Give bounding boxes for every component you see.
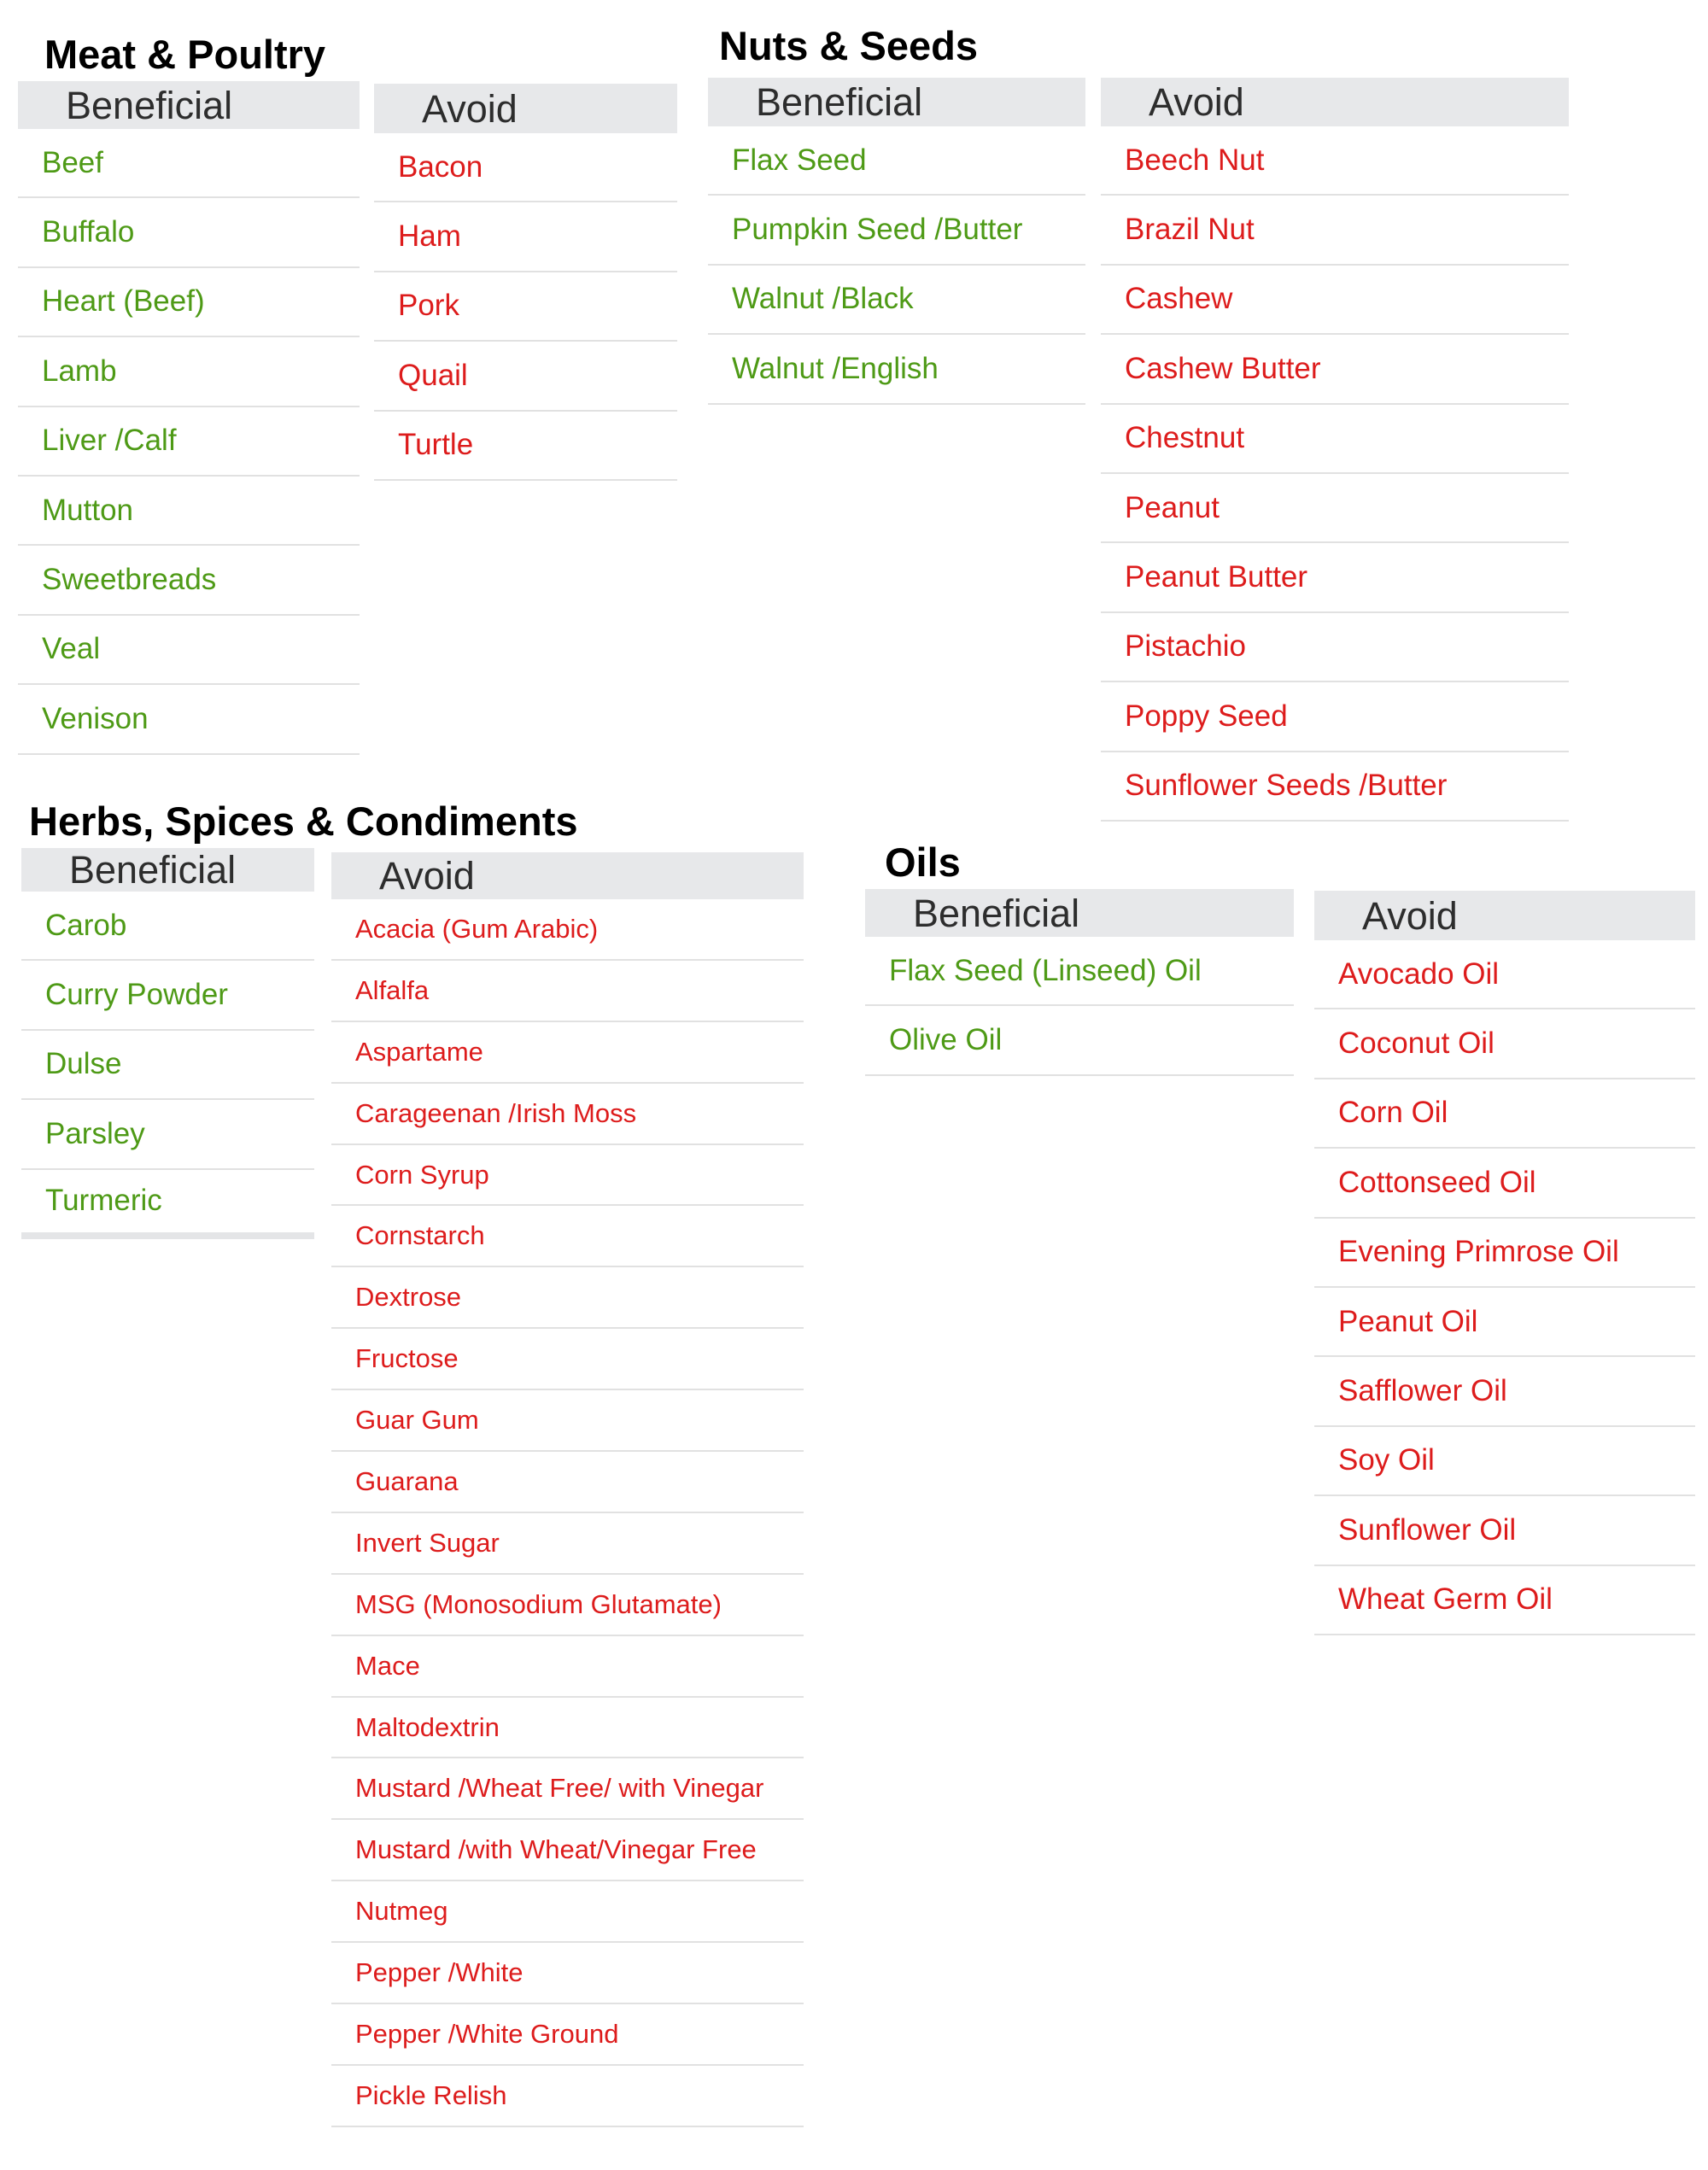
column-header-beneficial: Beneficial	[708, 78, 1085, 126]
list-item: Cottonseed Oil	[1314, 1149, 1695, 1218]
list-item: Cashew Butter	[1101, 335, 1569, 404]
list-item: Pork	[374, 272, 677, 342]
list-item: Mace	[331, 1636, 804, 1698]
list-item: Dextrose	[331, 1267, 804, 1329]
food-list	[865, 937, 1294, 1076]
column-header-beneficial: Beneficial	[865, 889, 1294, 937]
nuts-beneficial-column	[708, 78, 1085, 405]
meat-avoid-column	[374, 84, 677, 481]
food-list	[374, 133, 677, 481]
list-item: Sunflower Seeds /Butter	[1101, 752, 1569, 822]
list-item: Soy Oil	[1314, 1427, 1695, 1496]
list-item: Safflower Oil	[1314, 1357, 1695, 1426]
list-item: Ham	[374, 202, 677, 272]
list-item: Liver /Calf	[18, 407, 360, 477]
list-item: Parsley	[21, 1100, 314, 1169]
list-item: Pumpkin Seed /Butter	[708, 196, 1085, 265]
list-item: Maltodextrin	[331, 1698, 804, 1759]
list-item: Buffalo	[18, 198, 360, 267]
list-item: Coconut Oil	[1314, 1009, 1695, 1079]
section-title-meat-poultry: Meat & Poultry	[44, 32, 326, 77]
list-item: Mustard /Wheat Free/ with Vinegar	[331, 1758, 804, 1820]
food-list	[21, 892, 314, 1239]
list-item: Aspartame	[331, 1022, 804, 1084]
list-item: Lamb	[18, 337, 360, 407]
list-item: Pepper /White Ground	[331, 2004, 804, 2066]
food-list	[1101, 126, 1569, 822]
list-item: Peanut Butter	[1101, 543, 1569, 612]
list-item: Flax Seed (Linseed) Oil	[865, 937, 1294, 1006]
list-item: Chestnut	[1101, 405, 1569, 474]
list-item: Quail	[374, 342, 677, 411]
herbs-beneficial-column	[21, 848, 314, 1239]
list-item: Corn Syrup	[331, 1145, 804, 1207]
list-item: Guarana	[331, 1452, 804, 1513]
list-item: Olive Oil	[865, 1006, 1294, 1075]
column-header-avoid: Avoid	[1314, 891, 1695, 940]
list-item: Mustard /with Wheat/Vinegar Free	[331, 1820, 804, 1881]
list-item: Peanut	[1101, 474, 1569, 543]
list-item: Pickle Relish	[331, 2066, 804, 2127]
column-header-beneficial: Beneficial	[18, 81, 360, 129]
list-item: Poppy Seed	[1101, 682, 1569, 752]
list-item: Cornstarch	[331, 1206, 804, 1267]
list-item: Carageenan /Irish Moss	[331, 1084, 804, 1145]
list-item: Beef	[18, 129, 360, 198]
nuts-avoid-column	[1101, 78, 1569, 822]
list-item: Mutton	[18, 477, 360, 546]
list-item: Acacia (Gum Arabic)	[331, 899, 804, 961]
section-title-herbs-spices-condiments: Herbs, Spices & Condiments	[29, 798, 578, 844]
list-item: Peanut Oil	[1314, 1288, 1695, 1357]
list-item: Evening Primrose Oil	[1314, 1219, 1695, 1288]
list-item: Walnut /Black	[708, 266, 1085, 335]
list-item: Walnut /English	[708, 335, 1085, 404]
list-item: Fructose	[331, 1329, 804, 1390]
herbs-avoid-column	[331, 852, 804, 2127]
column-header-beneficial: Beneficial	[21, 848, 314, 892]
meat-beneficial-column	[18, 81, 360, 755]
list-item: Cashew	[1101, 266, 1569, 335]
list-item: Corn Oil	[1314, 1079, 1695, 1149]
food-list	[708, 126, 1085, 405]
column-header-avoid: Avoid	[1101, 78, 1569, 126]
list-item: Sunflower Oil	[1314, 1496, 1695, 1565]
food-list	[331, 899, 804, 2127]
list-item: Guar Gum	[331, 1390, 804, 1452]
list-item: Pepper /White	[331, 1943, 804, 2004]
list-item: Venison	[18, 685, 360, 754]
oils-avoid-column	[1314, 891, 1695, 1635]
section-title-oils: Oils	[885, 839, 961, 885]
column-header-avoid: Avoid	[374, 84, 677, 133]
list-item: Curry Powder	[21, 961, 314, 1030]
list-item: Alfalfa	[331, 961, 804, 1022]
food-list	[18, 129, 360, 755]
list-item: Pistachio	[1101, 613, 1569, 682]
list-item: Veal	[18, 616, 360, 685]
list-item: Nutmeg	[331, 1881, 804, 1943]
list-item: Carob	[21, 892, 314, 961]
list-item: Bacon	[374, 133, 677, 202]
list-item: Heart (Beef)	[18, 268, 360, 337]
list-item: Turtle	[374, 412, 677, 481]
list-item: Dulse	[21, 1031, 314, 1100]
list-item: Turmeric	[21, 1170, 314, 1239]
section-title-nuts-seeds: Nuts & Seeds	[719, 23, 978, 68]
list-item: MSG (Monosodium Glutamate)	[331, 1575, 804, 1636]
list-item: Beech Nut	[1101, 126, 1569, 196]
column-header-avoid: Avoid	[331, 852, 804, 899]
oils-beneficial-column	[865, 889, 1294, 1076]
list-item: Invert Sugar	[331, 1513, 804, 1575]
list-item: Flax Seed	[708, 126, 1085, 196]
list-item: Sweetbreads	[18, 546, 360, 615]
list-item: Brazil Nut	[1101, 196, 1569, 265]
food-list	[1314, 940, 1695, 1635]
list-item: Avocado Oil	[1314, 940, 1695, 1009]
list-item: Wheat Germ Oil	[1314, 1566, 1695, 1635]
